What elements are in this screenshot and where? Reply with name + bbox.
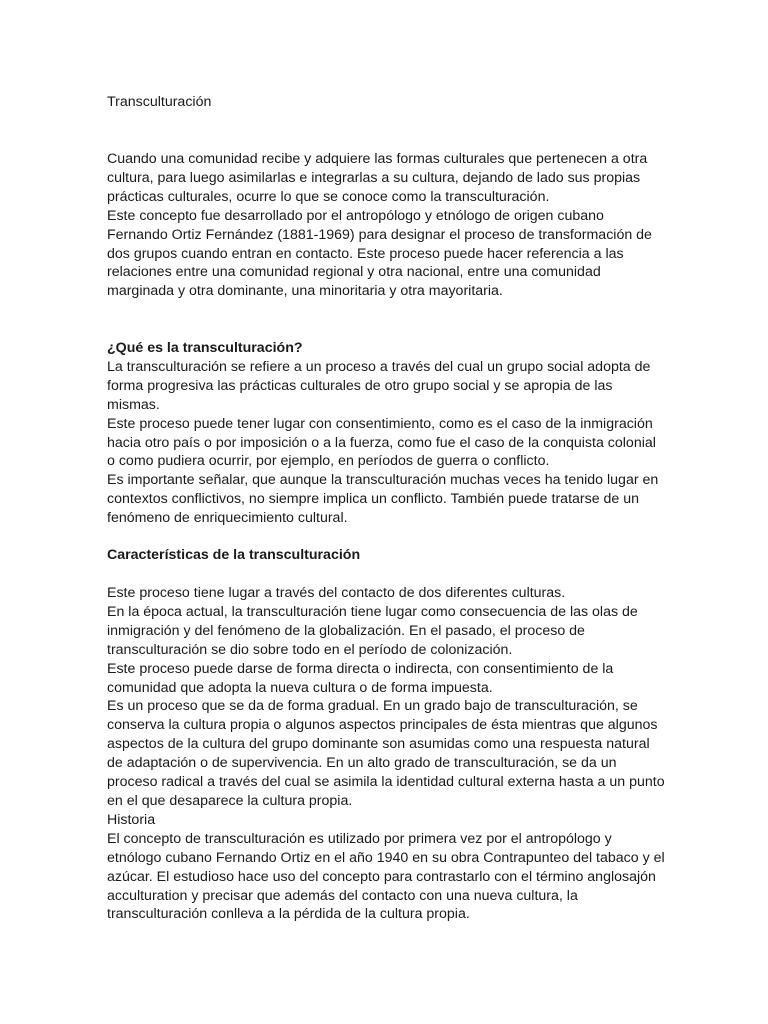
intro-section (107, 150, 667, 301)
features-heading: Características de la transculturación (107, 547, 361, 563)
what-heading: ¿Qué es la transculturación? (107, 340, 303, 356)
history-heading: Historia (107, 811, 156, 828)
intro-paragraph-2: Este concepto fue desarrollado por el antropólogo y etnólogo de origen cubano Fernando Ortiz Fernández (1881-1969) para designar el proceso de transformación de dos grupos cuando entran en contacto. Este proceso puede hacer referencia a las relaciones entre una comunidad regional y otra nacional, entre una comunidad marginada y otra dominante, una minoritaria y otra mayoritaria. (107, 207, 652, 300)
document-title: Transculturación (107, 94, 212, 110)
what-paragraph-3: Es importante señalar, que aunque la transculturación muchas veces ha tenido lugar en contextos conflictivos, no siempre implica un conflicto. También puede tratarse de un fenómeno de enriquecimiento cultural. (107, 472, 659, 526)
features-paragraph-1: Este proceso tiene lugar a través del contacto de dos diferentes culturas. (107, 585, 566, 601)
history-paragraph-1: El concepto de transculturación es utilizado por primera vez por el antropólogo y etnólogo cubano Fernando Ortiz en el año 1940 en su obra Contrapunteo del tabaco y el azúcar. El estudioso hace uso del concepto para contrastarlo con el término anglosajón acculturation y precisar que además del contacto con una nueva cultura, la transculturación conlleva a la pérdida de la cultura propia. (107, 830, 665, 923)
features-section (107, 584, 667, 924)
intro-paragraph-1: Cuando una comunidad recibe y adquiere las formas culturales que pertenecen a otra cultura, para luego asimilarlas e integrarlas a su cultura, dejando de lado sus propias prácticas culturales, ocurre lo que se conoce como la transculturación. (107, 151, 648, 205)
features-paragraph-4: Es un proceso que se da de forma gradual. En un grado bajo de transculturación, se conserva la cultura propia o algunos aspectos principales de ésta mientras que algunos aspectos de la cultura del grupo dominante son asumidas como una respuesta natural de adaptación o de supervivencia. En un alto grado de transculturación, se da un proceso radical a través del cual se asimila la identidad cultural externa hasta a un punto en el que desaparece la cultura propia. (107, 698, 665, 809)
features-paragraph-2: En la época actual, la transculturación tiene lugar como consecuencia de las olas de inmigración y del fenómeno de la globalización. En el pasado, el proceso de transculturación se dio sobre todo en el período de colonización. (107, 603, 638, 658)
what-section (107, 339, 667, 471)
what-paragraph-2: Este proceso puede tener lugar con consentimiento, como es el caso de la inmigración hacia otro país o por imposición o a la fuerza, como fue el caso de la conquista colonial o como pudiera ocurrir, por ejemplo, en períodos de guerra o conflicto. (107, 415, 656, 470)
features-paragraph-3: Este proceso puede darse de forma directa o indirecta, con consentimiento de la comunidad que adopta la nueva cultura o de forma impuesta. (107, 660, 614, 696)
what-note-section (107, 471, 667, 528)
what-paragraph-1: La transculturación se refiere a un proceso a través del cual un grupo social adopta de forma progresiva las prácticas culturales de otro grupo social y se apropia de las mismas. (107, 358, 651, 413)
